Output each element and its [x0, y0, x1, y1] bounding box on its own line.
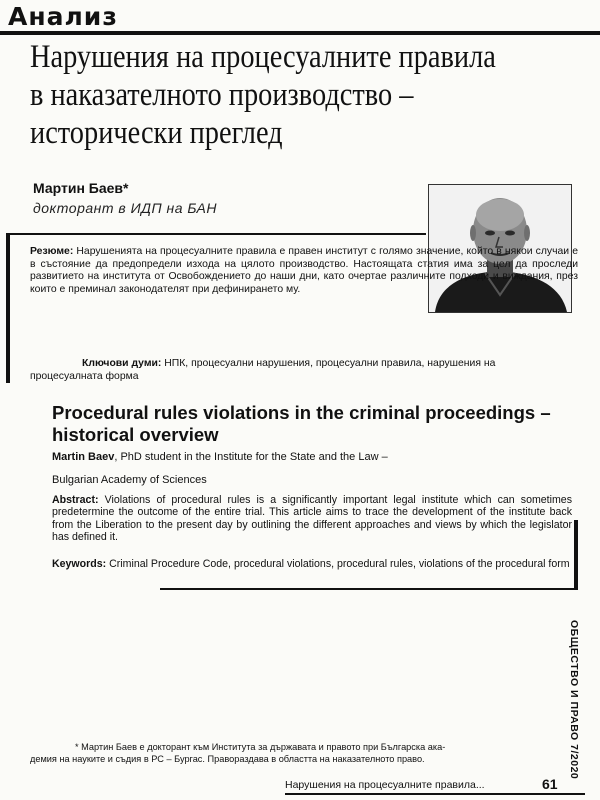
abstract-en [52, 494, 572, 544]
abstract-en-bracket-right [574, 520, 578, 588]
keywords-en-text: Criminal Procedure Code, procedural violations, procedural rules, violations of the procedural form [109, 558, 570, 570]
footnote-line: демия на науките и съдия в РС – Бургас. Правораздава в областта на наказателното право. [30, 754, 425, 765]
keywords-bg [30, 358, 570, 383]
abstract-bg [30, 246, 578, 296]
english-author-name: Martin Baev [52, 451, 115, 463]
title-line: в наказателното производство – [30, 77, 414, 113]
keywords-bg-label: Ключови думи: [82, 358, 162, 369]
author-name: Мартин Баев* [33, 180, 129, 196]
abstract-en-bracket-bottom [160, 588, 578, 590]
author-affiliation: докторант в ИДП на БАН [33, 200, 217, 216]
keywords-bg-text: НПК, процесуални нарушения, процесуални правила, нарушения на процесуалната форма [30, 358, 496, 382]
english-affiliation-line2: Bulgarian Academy of Sciences [52, 474, 207, 486]
article-title [30, 38, 512, 152]
english-title: Procedural rules violations in the criminal proceedings – historical overview [52, 402, 551, 445]
title-line: Нарушения на процесуалните правила [30, 39, 496, 75]
footnote-line: * Мартин Баев е докторант към Институтa за държавата и правото при Българска ака- [75, 742, 446, 752]
abstract-en-label: Abstract: [52, 494, 99, 506]
keywords-en [52, 558, 572, 570]
page-number: 61 [542, 776, 558, 792]
section-title: Анализ [8, 2, 118, 31]
abstract-en-text: Violations of procedural rules is a significantly important legal institute which can sometimes predetermine the outcome of the entire trial. This article aims to trace the development of the institute back from the Liberation to the present day by outlining the different approaches and views by which the legislator has defined it. [52, 494, 572, 544]
english-author-affiliation: , PhD student in the Institute for the State and the Law – [114, 451, 388, 463]
header-rule [0, 31, 600, 35]
footer-rule [285, 793, 585, 795]
abstract-bracket-left [6, 233, 10, 383]
footnote [30, 741, 580, 766]
title-line: исторически преглед [30, 115, 283, 151]
abstract-bg-label: Резюме: [30, 246, 74, 257]
english-author [52, 451, 388, 463]
keywords-en-label: Keywords: [52, 558, 107, 570]
running-title: Нарушения на процесуалните правила... [285, 779, 485, 791]
journal-side-label: ОБЩЕСТВО И ПРАВО 7/2020 [568, 620, 580, 780]
abstract-bracket-top [6, 233, 426, 235]
abstract-bg-text: Нарушенията на процесуалните правила е правен институт с голямо значение, който в някои случаи е в състояние да предопредели изхода на цялото производство. Настоящата статия има за цел да проследи развитието на института от Освобождението до наши дни, като очертае различните подходи и виждания, през които е преминал законодателят при дефинирането му. [30, 246, 579, 295]
